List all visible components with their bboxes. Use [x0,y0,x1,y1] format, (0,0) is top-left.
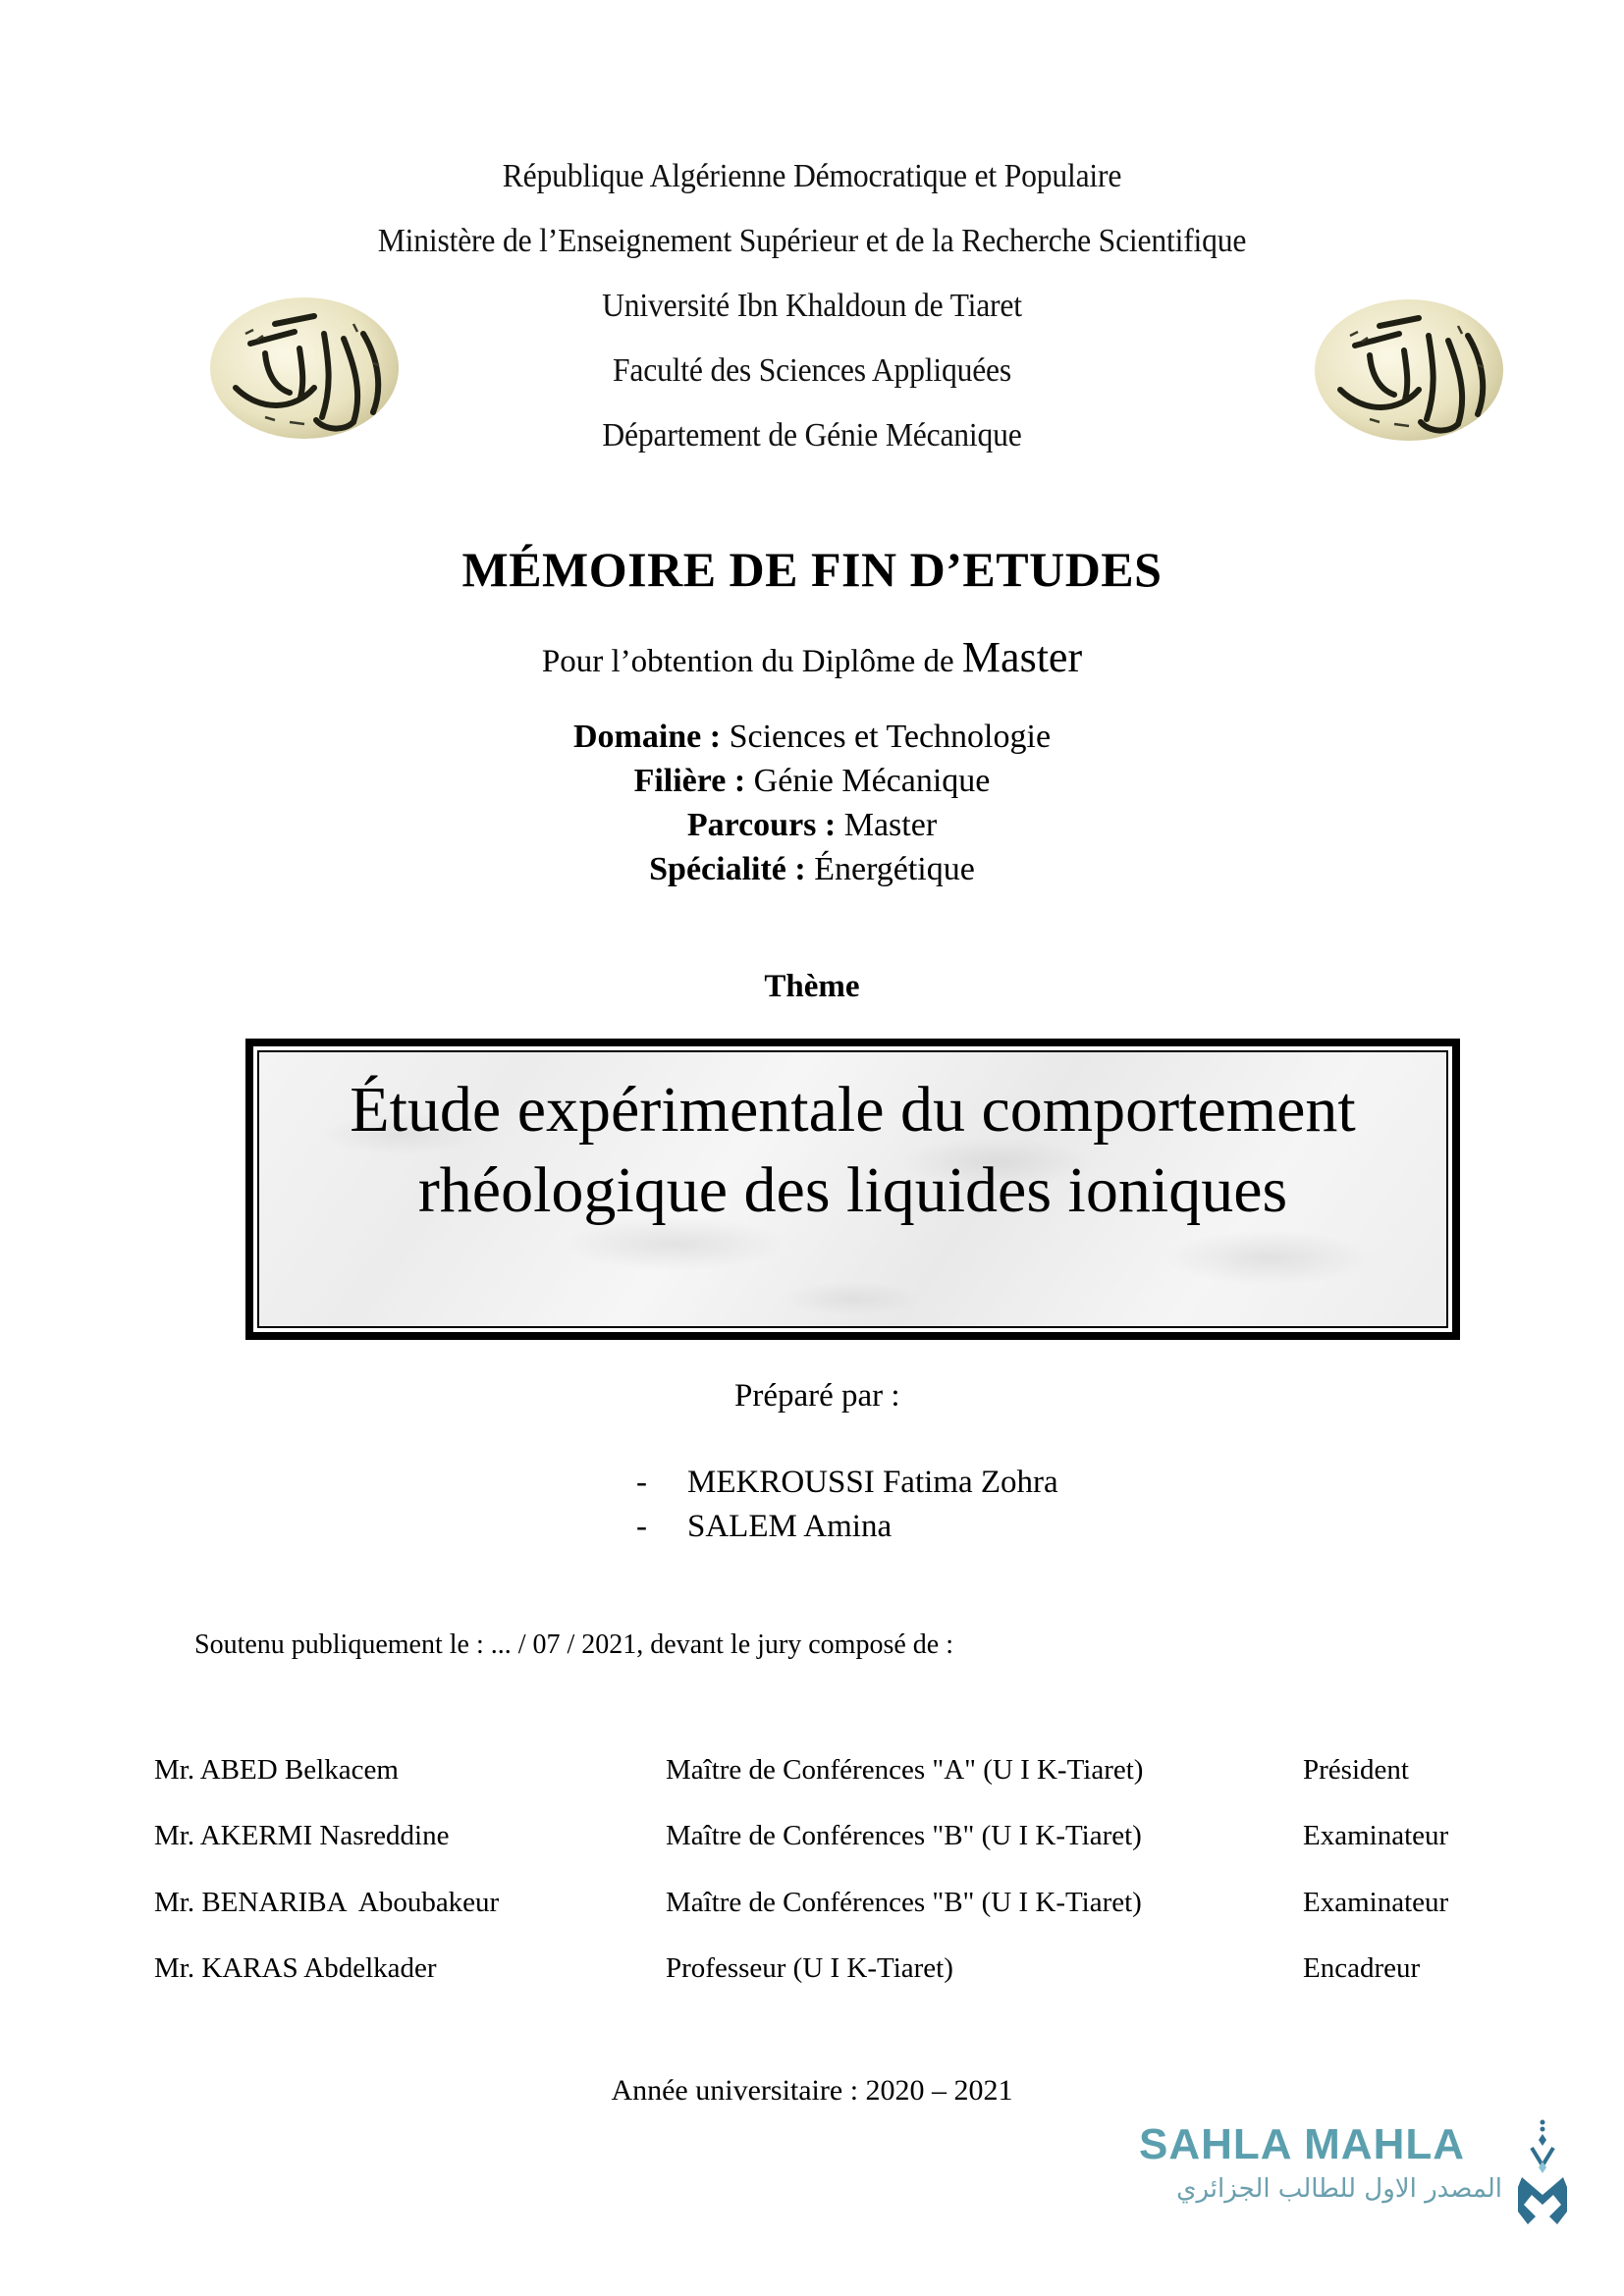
field-parcours [0,803,1624,847]
field-label: Parcours : [686,807,837,843]
jury-row [154,1819,1529,1852]
sahla-mahla-watermark [1139,2120,1571,2223]
field-label: Spécialité : [649,851,806,887]
diploma-prefix: Pour l’obtention du Diplôme de [541,644,962,679]
field-specialite [0,847,1624,891]
student-name: SALEM Amina [687,1509,893,1544]
field-filiere [0,759,1624,803]
diploma-degree: Master [961,633,1083,681]
jury-name: Mr. AKERMI Nasreddine [154,1820,450,1851]
jury-name: Mr. ABED Belkacem [154,1754,399,1786]
field-label: Domaine : [572,719,722,755]
field-value: Master [836,807,938,843]
jury-row [154,1753,1529,1787]
jury-name: Mr. KARAS Abdelkader [154,1952,437,1984]
diploma-line [0,633,1624,681]
jury-row [154,1886,1529,1919]
bullet-dash: - [636,1465,647,1500]
theme-marble-panel [257,1050,1448,1328]
watermark-tagline: المصدر الاول للطالب الجزائري [1176,2174,1502,2204]
header-department: Département de Génie Mécanique [602,417,1022,454]
jury-role: Examinateur [1303,1820,1449,1851]
document-title: MÉMOIRE DE FIN D’ETUDES [461,542,1163,597]
student-item [636,1463,1058,1502]
theme-box [245,1039,1460,1340]
academic-year: Année universitaire : 2020 – 2021 [611,2074,1013,2107]
jury-grade: Maître de Conférences "B" (U I K-Tiaret) [666,1887,1142,1918]
student-name: MEKROUSSI Fatima Zohra [687,1465,1058,1500]
field-value: Énergétique [805,851,975,887]
defense-statement: Soutenu publiquement le : ... / 07 / 2021, devant le jury composé de : [194,1629,953,1660]
jury-role: Encadreur [1303,1952,1421,1984]
header-university: Université Ibn Khaldoun de Tiaret [602,288,1022,324]
jury-row [154,1951,1529,1985]
header-ministry: Ministère de l’Enseignement Supérieur et de la Recherche Scientifique [377,223,1247,259]
student-item [636,1507,892,1546]
sahla-mahla-emblem-icon [1510,2118,1569,2226]
field-domaine [0,715,1624,759]
jury-grade: Professeur (U I K-Tiaret) [666,1952,953,1984]
jury-grade: Maître de Conférences "A" (U I K-Tiaret) [666,1754,1144,1786]
bullet-dash: - [636,1509,647,1544]
theme-title-line-1: Étude expérimentale du comportement [350,1074,1356,1146]
theme-title-line-2: rhéologique des liquides ioniques [417,1154,1288,1226]
field-label: Filière : [633,763,746,799]
jury-role: Examinateur [1303,1887,1449,1918]
header-republic: République Algérienne Démocratique et Populaire [502,158,1122,194]
jury-grade: Maître de Conférences "B" (U I K-Tiaret) [666,1820,1142,1851]
field-value: Sciences et Technologie [721,719,1052,755]
jury-role: Président [1303,1754,1409,1786]
prepared-by-label: Préparé par : [734,1378,900,1414]
theme-label: Thème [764,969,860,1004]
watermark-brand: SAHLA MAHLA [1139,2120,1465,2168]
jury-name: Mr. BENARIBA Aboubakeur [154,1887,500,1918]
header-faculty: Faculté des Sciences Appliquées [612,352,1012,389]
field-value: Génie Mécanique [745,763,991,799]
